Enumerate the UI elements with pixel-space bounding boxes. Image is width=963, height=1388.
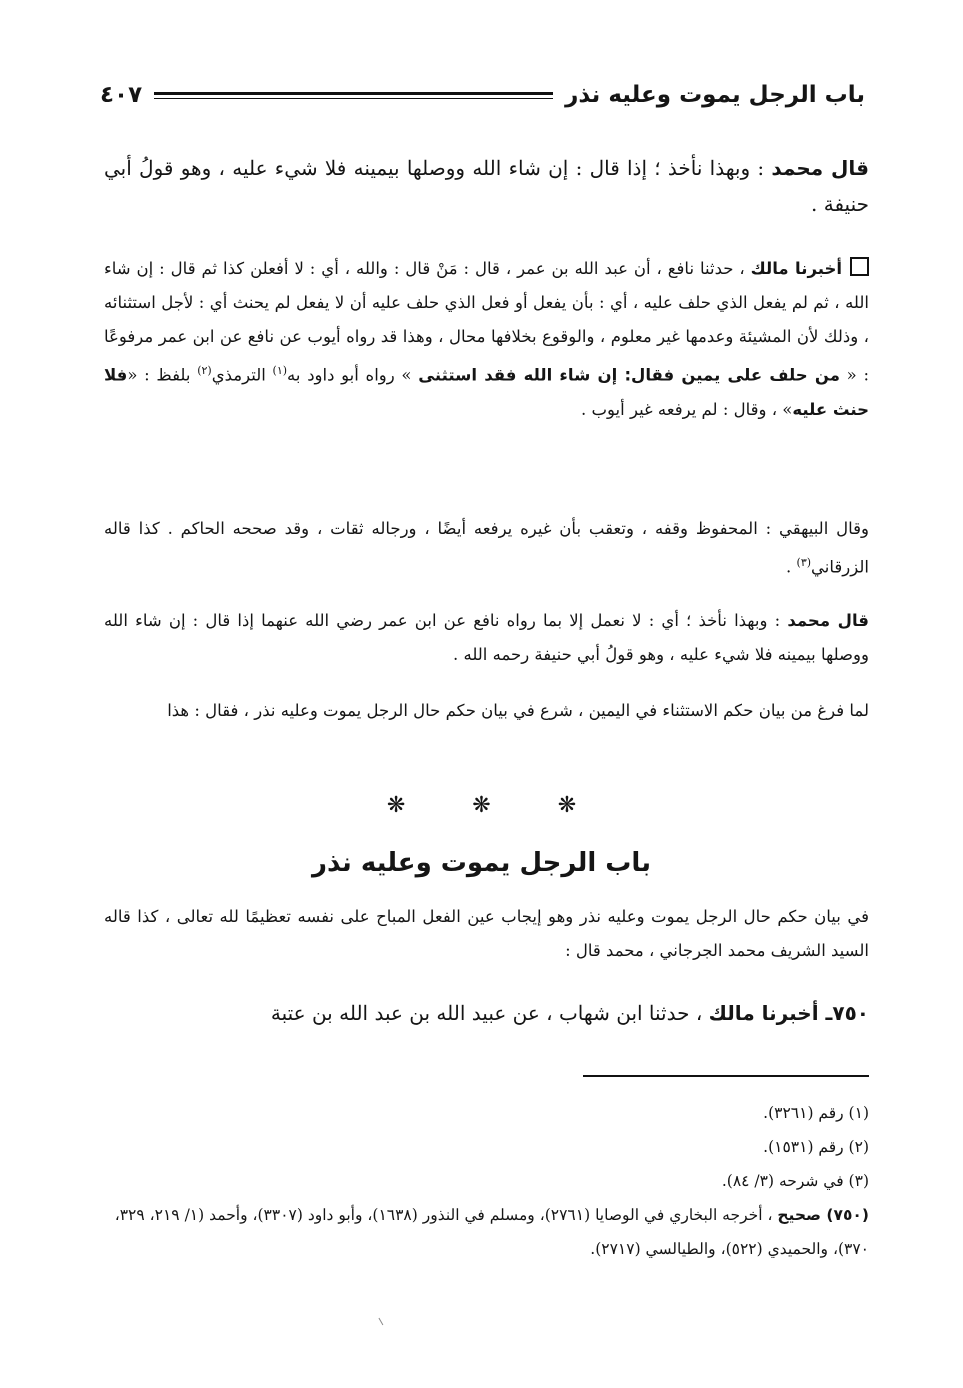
paragraph-text: : وبهذا نأخذ ؛ إذا قال : إن شاء الله ووصلها بيمينه فلا شيء عليه ، وهو قولُ أبي حنيفة . (104, 156, 869, 216)
hadith-quote: من حلف على يمين فقال: إن شاء الله فقد استثنى (418, 365, 840, 385)
square-bullet-icon (850, 257, 869, 276)
paragraph-text: بلفظ : « (127, 365, 198, 385)
paragraph-commentary-2 (104, 512, 869, 585)
header-title: باب الرجل يموت وعليه نذر (565, 82, 865, 108)
footnote (104, 1198, 869, 1266)
running-header (100, 68, 865, 122)
paragraph-lead: قال محمد (787, 611, 869, 630)
hadith-750 (104, 995, 869, 1031)
footnote: (٢) رقم (١٥٣١). (763, 1138, 869, 1156)
hadith-number: ٧٥٠ـ (825, 1001, 869, 1025)
chapter-title: باب الرجل يموت وعليه نذر (312, 848, 651, 878)
paragraph-text: الترمذي (211, 365, 273, 385)
paragraph-commentary-1 (104, 252, 869, 427)
paragraph-qala-muhammad-2 (104, 604, 869, 672)
footnote-ref[interactable]: (١) (272, 364, 288, 377)
paragraph-text: : وبهذا نأخذ ؛ أي : لا نعمل إلا بما رواه نافع عن ابن عمر رضي الله عنهما إذا قال : إن شاء الله ووصلها بيمينه فلا شيء عليه ، وهو قولُ أبي حنيفة رحمه الله . (104, 611, 869, 664)
paragraph-text: ، حدثنا نافع ، أن عبد الله بن عمر ، قال : مَنْ قال : والله ، أي : لا أفعلن كذا ثم قال : إن شاء الله ، ثم لم يفعل الذي حلف عليه ، أي : بأن يفعل أو فعل الذي حلف عليه أن لا يفعل لم يحنث أي : لأجل استثنائه ، وذلك لأن المشيئة وعدمها غير معلوم ، والوقوع بخلافها محال ، وهذا قد رواه أيوب عن نافع عن ابن عمر مرفوعًا : « (104, 259, 870, 385)
footnote-ref[interactable]: (٣) (796, 556, 812, 569)
chapter-intro (104, 900, 869, 968)
paragraph-text: » رواه أبو داود به (287, 365, 419, 385)
star-ornament-icon: ❋ (472, 793, 491, 818)
footnote-ref[interactable]: (٢) (197, 364, 212, 377)
footnote-lead: (٧٥٠) صحيح (777, 1206, 869, 1224)
page-number: ٤٠٧ (100, 82, 143, 108)
footnote-text: ، أخرجه البخاري في الوصايا (٢٧٦١)، ومسلم في النذور (١٦٣٨)، وأبو داود (٣٣٠٧)، وأحمد (١/ ٢١٩، ٣٢٩، ٣٧٠)، والحميدي (٥٢٢)، والطيالسي (٢٧١٧). (114, 1206, 869, 1258)
paragraph-text: » ، وقال : لم يرفعه غير أيوب . (581, 399, 793, 419)
footnote: (٣) في شرحه (٣/ ٨٤). (721, 1172, 869, 1190)
footnotes (104, 1096, 869, 1266)
paragraph-text: وقال البيهقي : المحفوظ وقفه ، وتعقب بأن غيره يرفعه أيضًا ، ورجاله ثقات ، وقد صححه الحاكم . كذا قاله الزرقاني (104, 519, 869, 577)
paragraph-lead: أخبرنا مالك (750, 259, 843, 278)
scan-mark (378, 1315, 388, 1325)
paragraph-text: ، حدثنا ابن شهاب ، عن عبيد الله بن عبد الله بن عتبة (270, 1001, 709, 1025)
star-ornament-icon: ❋ (557, 793, 577, 818)
paragraph-text: في بيان حكم حال الرجل يموت وعليه نذر وهو إيجاب عين الفعل المباح على نفسه تعظيمًا لله تعالى ، كذا قاله السيد الشريف محمد الجرجاني ، محمد قال : (104, 907, 869, 960)
paragraph-transition (104, 694, 869, 728)
hadith-quote: فلا حنث عليه (104, 365, 869, 419)
paragraph-text: . (786, 557, 797, 577)
header-rule (154, 92, 553, 99)
paragraph-lead: أخبرنا مالك (708, 1001, 826, 1025)
paragraph-text: لما فرغ من بيان حكم الاستثناء في اليمين ، شرع في بيان حكم حال الرجل يموت وعليه نذر ، فقال : هذا (167, 701, 869, 720)
footnote: (١) رقم (٣٢٦١). (763, 1104, 869, 1122)
footnote-rule (583, 1075, 869, 1077)
star-ornament-icon: ❋ (386, 793, 406, 818)
paragraph-qala-muhammad-1 (104, 150, 869, 222)
section-divider (0, 793, 963, 818)
paragraph-lead: قال محمد (771, 156, 869, 180)
